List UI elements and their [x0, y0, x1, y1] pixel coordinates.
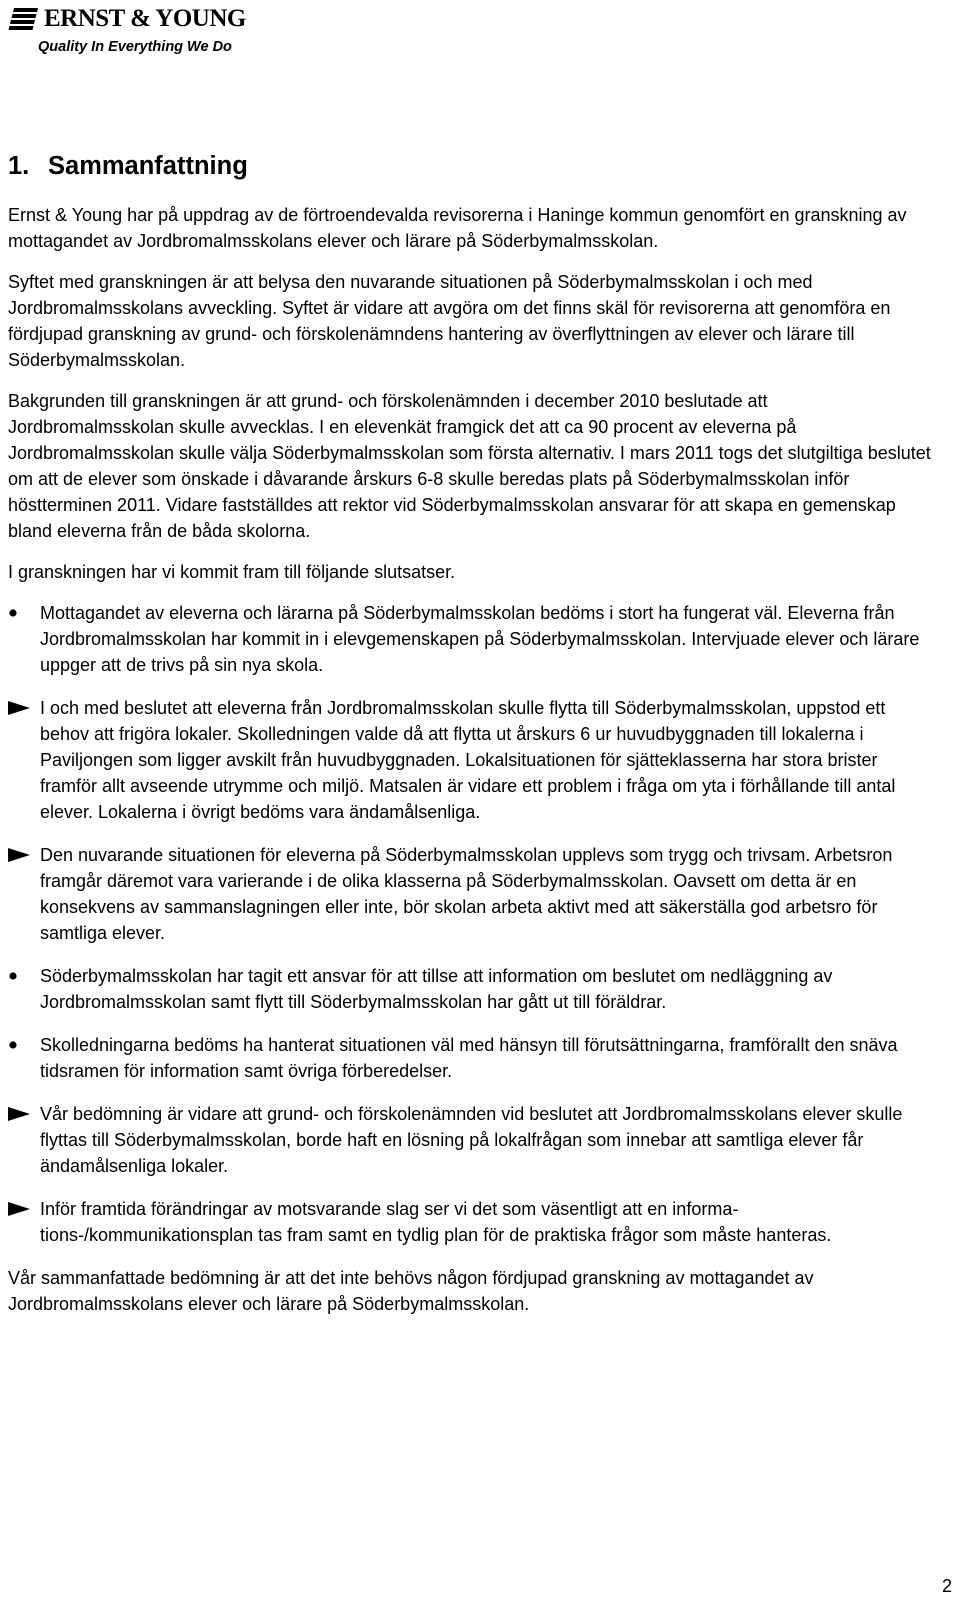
logo-tagline: Quality In Everything We Do	[38, 39, 232, 55]
list-item	[8, 842, 938, 946]
ey-stripes-icon	[8, 8, 38, 30]
finding-text: Mottagandet av eleverna och lärarna på Söderbymalmsskolan bedöms i stort ha fungerat väl. Eleverna från Jordbromalmsskolan har kommit in i elevgemenskapen på Söderbymalmsskolan. Intervjuade elever och lärare uppger att de trivs på sin nya skola.	[40, 603, 920, 675]
arrow-right-icon	[8, 695, 34, 721]
list-item	[8, 963, 938, 1015]
finding-text: Den nuvarande situationen för eleverna på Söderbymalmsskolan upplevs som trygg och trivsam. Arbetsron framgår däremot vara varierande i de olika klasserna på Söderbymalmsskolan. Oavsett om detta är en konsekvens av sammanslagningen eller inte, bör skolan arbeta aktivt med att säkerställa god arbetsro för samtliga elever.	[40, 845, 893, 943]
purpose-paragraph: Syftet med granskningen är att belysa den nuvarande situationen på Söderbymalmsskolan i och med Jordbromalmsskolans avveckling. Syftet är vidare att avgöra om det finns skäl för revisorerna att genomföra en fördjupad granskning av grund- och förskolenämndens hantering av överflyttningen av elever och lärare till Söderbymalmsskolan.	[8, 272, 891, 370]
conclusions-lead: I granskningen har vi kommit fram till följande slutsatser.	[8, 562, 456, 582]
section-heading	[8, 150, 938, 182]
arrow-right-icon	[8, 1101, 34, 1127]
intro-paragraph: Ernst & Young har på uppdrag av de förtroendevalda revisorerna i Haninge kommun genomfört en granskning av mottagandet av Jordbromalmsskolans elever och lärare på Söderbymalmsskolan.	[8, 205, 907, 251]
list-item	[8, 695, 938, 825]
logo-wordmark: ERNST & YOUNG	[44, 5, 246, 32]
list-item	[8, 1101, 938, 1179]
page-number: 2	[941, 1576, 952, 1596]
list-item	[8, 1196, 938, 1248]
bullet-dot-icon	[8, 600, 34, 626]
bullet-dot-icon	[8, 963, 34, 989]
finding-text: Inför framtida förändringar av motsvarande slag ser vi det som väsentligt att en informations-/kommunikationsplan tas fram samt en tydlig plan för de praktiska frågor som måste hanteras.	[40, 1199, 832, 1245]
list-item	[8, 1032, 938, 1084]
section-title: Sammanfattning	[48, 152, 248, 180]
arrow-right-icon	[8, 842, 34, 868]
arrow-right-icon	[8, 1196, 34, 1222]
findings-list	[8, 600, 938, 1248]
bullet-dot-icon	[8, 1032, 34, 1058]
finding-text: I och med beslutet att eleverna från Jordbromalmsskolan skulle flytta till Söderbymalmsskolan, uppstod ett behov att frigöra lokaler. Skolledningen valde då att flytta ut årskurs 6 ur huvudbyggnaden till lokalerna i Paviljongen som ligger avskilt från huvudbyggnaden. Lokalsituationen för sjätteklasserna har stora brister framför allt avseende utrymme och miljö. Matsalen är vidare ett problem i fråga om yta i förhållande till antal elever. Lokalerna i övrigt bedöms vara ändamålsenliga.	[40, 698, 896, 822]
finding-text: Vår bedömning är vidare att grund- och förskolenämnden vid beslutet att Jordbromalmsskolans elever skulle flyttas till Söderbymalmsskolan, borde haft en lösning på lokalfrågan som innebar att samtliga elever får ändamålsenliga lokaler.	[40, 1104, 903, 1176]
list-item	[8, 600, 938, 678]
finding-text: Skolledningarna bedöms ha hanterat situationen väl med hänsyn till förutsättningarna, framförallt den snäva tidsramen för information samt övriga förberedelser.	[40, 1035, 898, 1081]
closing-paragraph: Vår sammanfattade bedömning är att det inte behövs någon fördjupad granskning av mottagandet av Jordbromalmsskolans elever och lärare på Söderbymalmsskolan.	[8, 1268, 814, 1314]
finding-text: Söderbymalmsskolan har tagit ett ansvar för att tillse att information om beslutet om nedläggning av Jordbromalmsskolan samt flytt till Söderbymalmsskolan har gått ut till föräldrar.	[40, 966, 833, 1012]
background-paragraph: Bakgrunden till granskningen är att grund- och förskolenämnden i december 2010 beslutade att Jordbromalmsskolan skulle avvecklas. I en elevenkät framgick det att ca 90 procent av eleverna på Jordbromalmsskolan skulle välja Söderbymalmsskolan som första alternativ. I mars 2011 togs det slutgiltiga beslutet om att de elever som önskade i dåvarande årskurs 6-8 skulle beredas plats på Söderbymalmsskolan inför höstterminen 2011. Vidare fastställdes att rektor vid Söderbymalmsskolan ansvarar för att skapa en gemenskap bland eleverna från de båda skolorna.	[8, 391, 931, 541]
section-number: 1.	[8, 152, 30, 180]
ernst-young-logo	[8, 4, 258, 56]
document-body	[8, 150, 938, 1332]
